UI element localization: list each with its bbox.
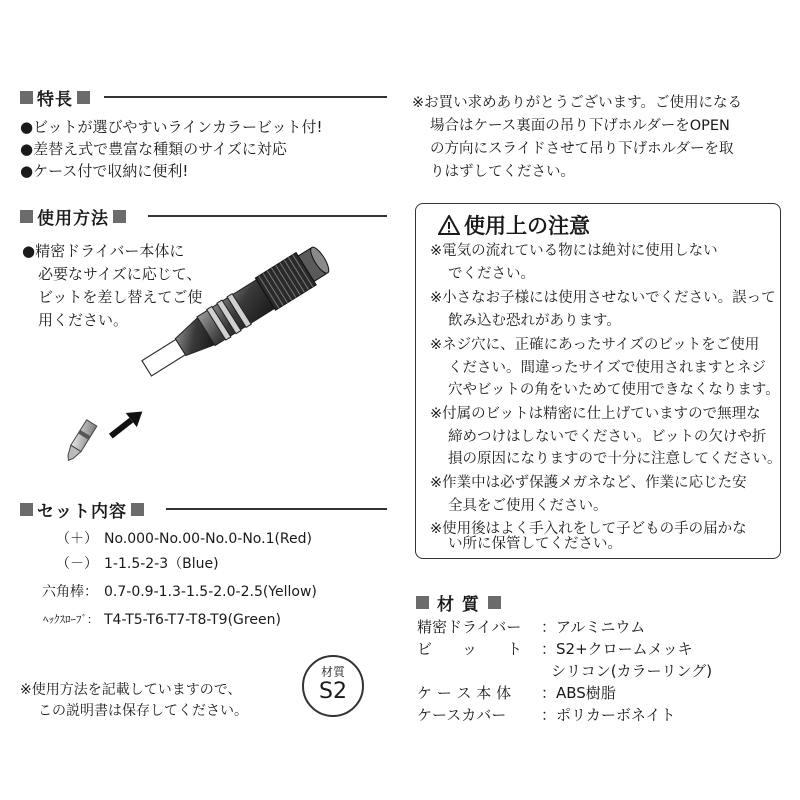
footer-note bbox=[20, 680, 248, 722]
material-title: 材 質 bbox=[437, 595, 480, 615]
caution-line: 損の原因になりますので十分に注意してください。 bbox=[448, 451, 782, 467]
footer-note-line: この説明書は保存してください。 bbox=[38, 703, 248, 719]
usage-line: 用ください。 bbox=[38, 311, 129, 329]
square-marker-icon bbox=[20, 503, 33, 516]
caution-line: 全具をご使用ください。 bbox=[448, 497, 608, 514]
screwdriver-illustration bbox=[40, 230, 380, 490]
list-item: ●差替え式で豊富な種類のサイズに対応 bbox=[20, 140, 287, 158]
caution-heading bbox=[438, 210, 590, 240]
material-badge bbox=[302, 655, 364, 717]
features-header bbox=[20, 86, 90, 108]
caution-line: ください。間違ったサイズで使用されますとネジ bbox=[448, 359, 766, 376]
caution-line: い所に保管してください。 bbox=[448, 536, 622, 552]
set-row bbox=[10, 553, 219, 575]
set-row bbox=[10, 581, 317, 603]
caution-line: ※電気の流れている物には絶対に使用しない bbox=[430, 243, 718, 259]
square-marker-icon bbox=[488, 596, 501, 609]
caution-line: 飲み込む恐れがあります。 bbox=[448, 312, 621, 329]
material-key: ケースカバー bbox=[417, 706, 507, 724]
material-value: ：ABS樹脂 bbox=[541, 684, 616, 702]
set-value: 1-1.5-2-3（Blue) bbox=[104, 556, 219, 572]
set-value: No.000-No.00-No.0-No.1(Red) bbox=[104, 531, 312, 547]
set-key: 六角棒： bbox=[42, 584, 98, 600]
caution-line: ※小さなお子様には使用させないでください。誤って bbox=[430, 290, 776, 306]
usage-line: ●精密ドライバー本体に bbox=[22, 242, 185, 260]
usage-title: 使用方法 bbox=[37, 208, 109, 229]
set-value: T4-T5-T6-T7-T8-T9(Green) bbox=[104, 612, 281, 628]
features-list bbox=[20, 116, 322, 182]
square-marker-icon bbox=[20, 210, 33, 223]
list-item: ●ビットが選びやすいラインカラービット付! bbox=[20, 118, 323, 136]
square-marker-icon bbox=[131, 503, 144, 516]
caution-line: ※付属のビットは精密に仕上げていますので無理な bbox=[430, 406, 761, 422]
features-title: 特長 bbox=[37, 89, 73, 110]
square-marker-icon bbox=[20, 91, 33, 104]
set-contents-header bbox=[20, 498, 144, 520]
material-value: ：ポリカーボネイト bbox=[541, 706, 676, 724]
material-key bbox=[417, 660, 551, 682]
caution-line: ※作業中は必ず保護メガネなど、作業に応じた安 bbox=[430, 475, 747, 491]
footer-note-line: ※使用方法を記載していますので、 bbox=[20, 682, 242, 698]
material-value: ：アルミニウム bbox=[541, 618, 646, 636]
material-value: シリコン(カラーリング) bbox=[551, 662, 713, 680]
thanks-line: の方向にスライドさせて吊り下げホルダーを取 bbox=[430, 141, 734, 157]
thanks-line: りはずしてください。 bbox=[430, 164, 575, 180]
material-row bbox=[417, 704, 676, 726]
material-row bbox=[417, 682, 616, 704]
set-key: ﾍｯｸｽﾛｰﾌﾞ： bbox=[43, 613, 98, 626]
material-row bbox=[417, 616, 645, 638]
caution-line: ※使用後はよく手入れをして子どもの手の届かな bbox=[430, 521, 747, 537]
square-marker-icon bbox=[416, 596, 429, 609]
set-key: （－） bbox=[56, 556, 98, 572]
set-contents-rule bbox=[166, 508, 387, 510]
material-row bbox=[417, 660, 712, 682]
caution-line: でください。 bbox=[448, 265, 535, 282]
list-item: ●ケース付で収納に便利! bbox=[20, 162, 189, 180]
square-marker-icon bbox=[113, 210, 126, 223]
set-key: （＋） bbox=[56, 531, 98, 547]
set-row bbox=[10, 528, 312, 550]
material-key: ケ ー ス 本 体 bbox=[417, 684, 512, 702]
material-key: ビ ッ ト bbox=[417, 640, 523, 658]
material-row bbox=[417, 638, 693, 660]
material-value: ：S2+クロームメッキ bbox=[541, 640, 693, 658]
caution-line: 締めつけはしないでください。ビットの欠けや折 bbox=[448, 428, 767, 445]
warning-icon bbox=[438, 215, 460, 235]
square-marker-icon bbox=[77, 91, 90, 104]
material-key: 精密ドライバー bbox=[417, 618, 522, 636]
caution-title: 使用上の注意 bbox=[464, 214, 590, 238]
usage-header bbox=[20, 205, 126, 227]
features-rule bbox=[104, 96, 387, 98]
usage-line: ビットを差し替えてご使 bbox=[38, 288, 203, 306]
thanks-note bbox=[412, 92, 742, 184]
badge-value: S2 bbox=[319, 679, 347, 704]
set-contents-title: セット内容 bbox=[37, 501, 127, 522]
usage-rule bbox=[148, 215, 387, 217]
caution-line: ※ネジ穴に、正確にあったサイズのビットをご使用 bbox=[430, 337, 760, 353]
usage-line: 必要なサイズに応じて、 bbox=[38, 265, 202, 283]
caution-box bbox=[415, 203, 781, 559]
thanks-line: ※お買い求めありがとうございます。ご使用になる bbox=[412, 95, 742, 111]
badge-label: 材質 bbox=[320, 665, 345, 679]
material-header bbox=[416, 590, 501, 615]
set-row bbox=[10, 609, 281, 631]
set-value: 0.7-0.9-1.3-1.5-2.0-2.5(Yellow) bbox=[104, 584, 317, 600]
thanks-line: 場合はケース裏面の吊り下げホルダーをOPEN bbox=[430, 118, 730, 134]
caution-line: 穴やビットの角をいためて使用できなくなります。 bbox=[448, 382, 780, 398]
